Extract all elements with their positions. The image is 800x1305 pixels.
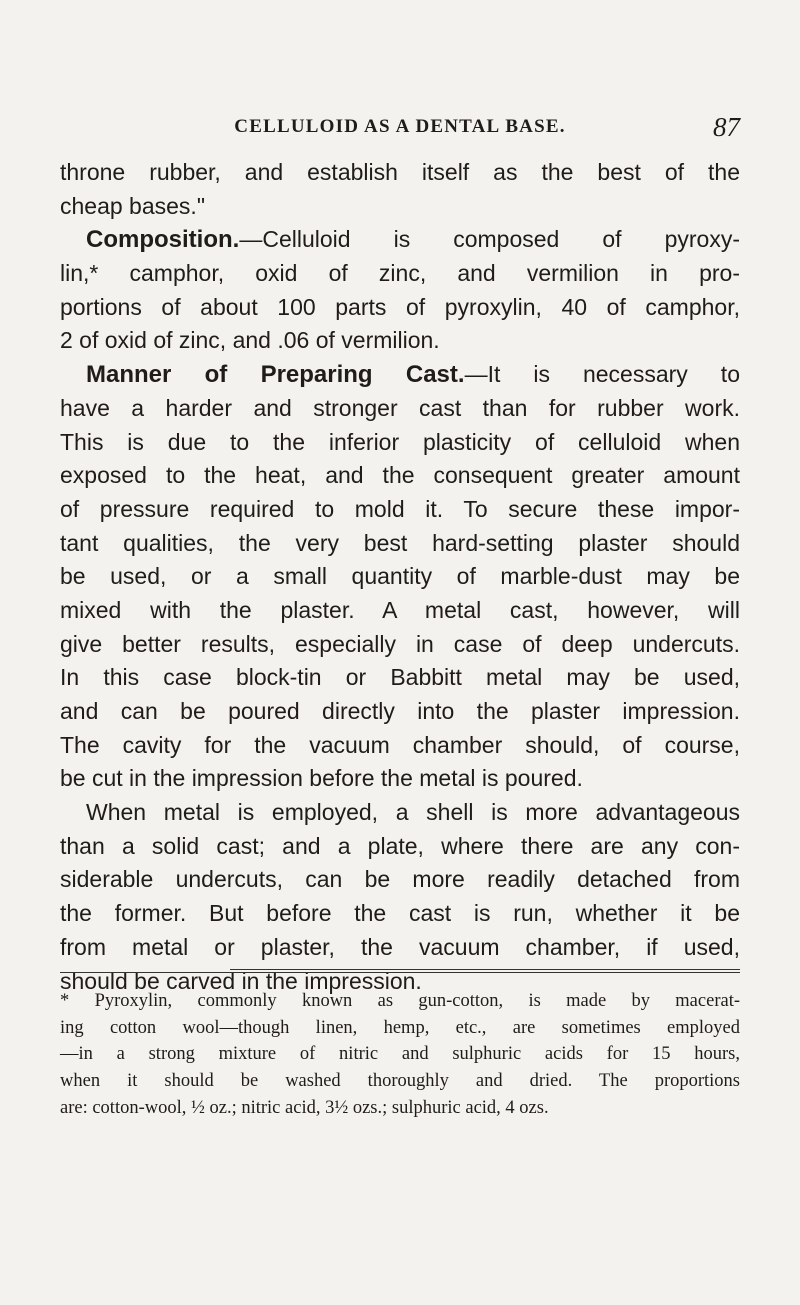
body-text xyxy=(60,156,740,998)
running-head xyxy=(60,112,740,142)
body-line: be used, or a small quantity of marble-dust may be xyxy=(60,563,740,590)
body-line: mixed with the plaster. A metal cast, however, will xyxy=(60,596,740,623)
body-line-manner xyxy=(60,358,740,392)
body-line: and can be poured directly into the plaster impression. xyxy=(60,698,740,724)
body-line: exposed to the heat, and the consequent greater amount xyxy=(60,462,740,489)
body-line: tant qualities, the very best hard-setting plaster should xyxy=(60,529,740,556)
body-line: the former. But before the cast is run, whether it be xyxy=(60,900,740,927)
footnote-line: ing cotton wool—though linen, hemp, etc., are sometimes employed xyxy=(60,1017,740,1038)
running-title: CELLULOID AS A DENTAL BASE. xyxy=(234,116,566,137)
footnote-line: * Pyroxylin, commonly known as gun-cotton, is made by macerat- xyxy=(60,991,740,1011)
page-number: 87 xyxy=(713,112,740,142)
footnote-divider-full xyxy=(60,972,740,973)
body-line: of pressure required to mold it. To secure these impor- xyxy=(60,495,740,522)
section-heading-manner: Manner of Preparing Cast. xyxy=(86,361,465,389)
body-line: have a harder and stronger cast than for rubber work. xyxy=(60,394,740,421)
body-line: The cavity for the vacuum chamber should, of course, xyxy=(60,731,740,758)
body-line: cheap bases." xyxy=(60,192,205,219)
body-line: should be carved in the impression. xyxy=(60,967,422,994)
body-line: siderable undercuts, can be more readily detached from xyxy=(60,866,740,893)
body-line: This is due to the inferior plasticity of celluloid when xyxy=(60,428,740,455)
body-line: from metal or plaster, the vacuum chamber, if used, xyxy=(60,933,740,960)
body-line: throne rubber, and establish itself as the best of the xyxy=(60,159,740,185)
body-line: When metal is employed, a shell is more advantageous xyxy=(86,799,740,826)
footnote xyxy=(60,988,740,1121)
section-heading-composition: Composition. xyxy=(86,226,240,254)
body-line: be cut in the impression before the metal is poured. xyxy=(60,765,583,792)
body-line-composition xyxy=(60,223,740,257)
footnote-line: are: cotton-wool, ½ oz.; nitric acid, 3½ ozs.; sulphuric acid, 4 ozs. xyxy=(60,1097,549,1118)
body-line: give better results, especially in case of deep undercuts. xyxy=(60,630,740,657)
footnote-line: when it should be washed thoroughly and dried. The proportions xyxy=(60,1071,740,1092)
body-line-segment: —Celluloid is composed of pyroxy- xyxy=(239,226,740,253)
body-line: lin,* camphor, oxid of zinc, and vermilion in pro- xyxy=(60,260,740,287)
body-line: portions of about 100 parts of pyroxylin, 40 of camphor, xyxy=(60,293,740,320)
footnote-divider xyxy=(230,969,740,970)
body-line: 2 of oxid of zinc, and .06 of vermilion. xyxy=(60,327,440,354)
body-line-segment: —It is necessary to xyxy=(464,361,740,388)
body-line: than a solid cast; and a plate, where there are any con- xyxy=(60,832,740,859)
footnote-line: —in a strong mixture of nitric and sulphuric acids for 15 hours, xyxy=(60,1044,740,1065)
body-line: In this case block-tin or Babbitt metal may be used, xyxy=(60,664,740,691)
